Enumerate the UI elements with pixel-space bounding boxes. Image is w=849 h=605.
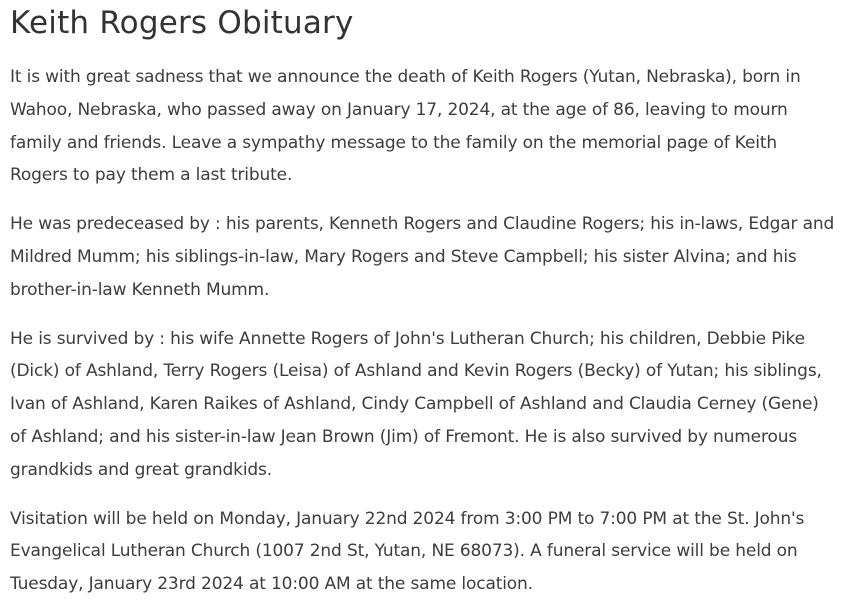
survived-paragraph: He is survived by : his wife Annette Rogers of John's Lutheran Church; his children, Debbie Pike (Dick) of Ashland, Terry Rogers (Leisa) of Ashland and Kevin Rogers (Becky) of Yutan; his siblings, Ivan of Ashland, Karen Raikes of Ashland, Cindy Campbell of Ashland and Claudia Cerney (Gene) of Ashland; and his sister-in-law Jean Brown (Jim) of Fremont. He is also survived by numerous grandkids and great grandkids. (10, 328, 822, 480)
announcement-paragraph: It is with great sadness that we announce the death of Keith Rogers (Yutan, Nebraska), born in Wahoo, Nebraska, who passed away on January 17, 2024, at the age of 86, leaving to mourn family and friends. Leave a sympathy message to the family on the memorial page of Keith Rogers to pay them a last tribute. (10, 67, 801, 186)
services-paragraph: Visitation will be held on Monday, January 22nd 2024 from 3:00 PM to 7:00 PM at the St. John's Evangelical Lutheran Church (1007 2nd St, Yutan, NE 68073). A funeral service will be held on Tuesday, January 23rd 2024 at 10:00 AM at the same location. (10, 508, 805, 595)
page-title: Keith Rogers Obituary (10, 5, 354, 41)
predeceased-paragraph: He was predeceased by : his parents, Kenneth Rogers and Claudine Rogers; his in-laws, Edgar and Mildred Mumm; his siblings-in-law, Mary Rogers and Steve Campbell; his sister Alvina; and his brother-in-law Kenneth Mumm. (10, 214, 835, 300)
